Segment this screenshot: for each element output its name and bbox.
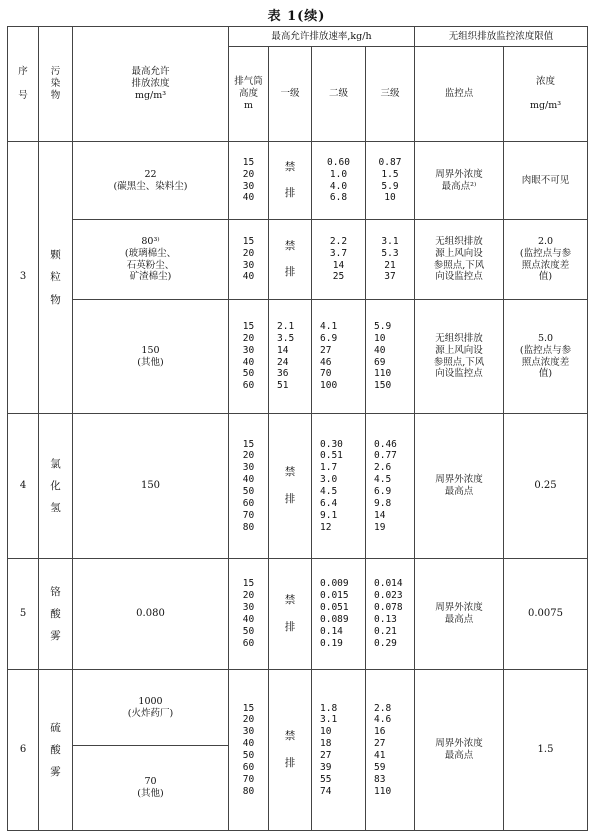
emission-limits-table bbox=[7, 26, 588, 831]
header-serial: 序 号 bbox=[8, 27, 39, 142]
row-grade-1-forbidden: 禁 排 bbox=[269, 220, 312, 300]
table-row bbox=[8, 220, 588, 300]
row-max-concentration: 80³⁾ (玻璃棉尘、 石英粉尘、 矿渣棉尘) bbox=[73, 220, 229, 300]
table-row bbox=[8, 414, 588, 559]
row-grade-1-forbidden: 禁 排 bbox=[269, 559, 312, 670]
header-stack-height: 排气筒 高度 m bbox=[229, 47, 269, 142]
row-grade-2: 4.1 6.9 27 46 70 100 bbox=[312, 300, 366, 414]
row-serial: 3 bbox=[8, 142, 39, 414]
row-stack-heights: 15 20 30 40 50 60 70 80 bbox=[229, 414, 269, 559]
row-stack-heights: 15 20 30 40 bbox=[229, 220, 269, 300]
row-grade-3: 2.8 4.6 16 27 41 59 83 110 bbox=[366, 670, 415, 831]
row-monitor-point: 周界外浓度 最高点 bbox=[415, 559, 504, 670]
row-max-concentration: 150 bbox=[73, 414, 229, 559]
row-pollutant: 颗粒物 bbox=[39, 142, 73, 414]
row-limit: 0.25 bbox=[504, 414, 588, 559]
header-grade-2: 二级 bbox=[312, 47, 366, 142]
row-grade-2: 0.30 0.51 1.7 3.0 4.5 6.4 9.1 12 bbox=[312, 414, 366, 559]
row-limit: 1.5 bbox=[504, 670, 588, 831]
row-pollutant: 氯化氢 bbox=[39, 414, 73, 559]
row-monitor-point: 周界外浓度 最高点 bbox=[415, 670, 504, 831]
header-unorganized-limit: 无组织排放监控浓度限值 bbox=[415, 27, 588, 47]
table-row bbox=[8, 142, 588, 220]
row-grade-1-forbidden: 禁 排 bbox=[269, 670, 312, 831]
row-serial: 4 bbox=[8, 414, 39, 559]
row-grade-1-forbidden: 禁 排 bbox=[269, 142, 312, 220]
row-stack-heights: 15 20 30 40 50 60 70 80 bbox=[229, 670, 269, 831]
header-emission-rate: 最高允许排放速率,kg/h bbox=[229, 27, 415, 47]
row-stack-heights: 15 20 30 40 50 60 bbox=[229, 300, 269, 414]
row-monitor-point: 无组织排放 源上风向设 参照点,下风 向设监控点 bbox=[415, 300, 504, 414]
row-monitor-point: 无组织排放 源上风向设 参照点,下风 向设监控点 bbox=[415, 220, 504, 300]
row-max-concentration: 22 (碳黑尘、染料尘) bbox=[73, 142, 229, 220]
row-serial: 6 bbox=[8, 670, 39, 831]
row-limit: 2.0 (监控点与参 照点浓度差 值) bbox=[504, 220, 588, 300]
row-max-concentration: 1000 (火炸药厂) bbox=[73, 670, 229, 746]
table-row bbox=[8, 670, 588, 746]
row-limit: 0.0075 bbox=[504, 559, 588, 670]
row-monitor-point: 周界外浓度 最高点²⁾ bbox=[415, 142, 504, 220]
row-serial: 5 bbox=[8, 559, 39, 670]
row-grade-1: 2.1 3.5 14 24 36 51 bbox=[269, 300, 312, 414]
row-grade-2: 0.60 1.0 4.0 6.8 bbox=[312, 142, 366, 220]
row-grade-2: 1.8 3.1 10 18 27 39 55 74 bbox=[312, 670, 366, 831]
row-limit: 5.0 (监控点与参 照点浓度差 值) bbox=[504, 300, 588, 414]
row-grade-2: 0.009 0.015 0.051 0.089 0.14 0.19 bbox=[312, 559, 366, 670]
header-concentration: 浓度 mg/m³ bbox=[504, 47, 588, 142]
table-row bbox=[8, 559, 588, 670]
table-row bbox=[8, 300, 588, 414]
row-stack-heights: 15 20 30 40 50 60 bbox=[229, 559, 269, 670]
row-grade-3: 3.1 5.3 21 37 bbox=[366, 220, 415, 300]
row-grade-1-forbidden: 禁 排 bbox=[269, 414, 312, 559]
header-max-concentration: 最高允许 排放浓度 mg/m³ bbox=[73, 27, 229, 142]
row-pollutant: 硫酸雾 bbox=[39, 670, 73, 831]
row-grade-3: 0.46 0.77 2.6 4.5 6.9 9.8 14 19 bbox=[366, 414, 415, 559]
row-limit: 肉眼不可见 bbox=[504, 142, 588, 220]
header-monitor-point: 监控点 bbox=[415, 47, 504, 142]
row-monitor-point: 周界外浓度 最高点 bbox=[415, 414, 504, 559]
row-stack-heights: 15 20 30 40 bbox=[229, 142, 269, 220]
header-grade-1: 一级 bbox=[269, 47, 312, 142]
row-grade-3: 0.014 0.023 0.078 0.13 0.21 0.29 bbox=[366, 559, 415, 670]
header-grade-3: 三级 bbox=[366, 47, 415, 142]
row-max-concentration: 70 (其他) bbox=[73, 746, 229, 831]
row-max-concentration: 0.080 bbox=[73, 559, 229, 670]
row-grade-3: 5.9 10 40 69 110 150 bbox=[366, 300, 415, 414]
row-grade-3: 0.87 1.5 5.9 10 bbox=[366, 142, 415, 220]
row-max-concentration: 150 (其他) bbox=[73, 300, 229, 414]
row-grade-2: 2.2 3.7 14 25 bbox=[312, 220, 366, 300]
row-pollutant: 铬酸雾 bbox=[39, 559, 73, 670]
table-title: 表 1(续) bbox=[267, 9, 326, 24]
header-pollutant: 污 染 物 bbox=[39, 27, 73, 142]
